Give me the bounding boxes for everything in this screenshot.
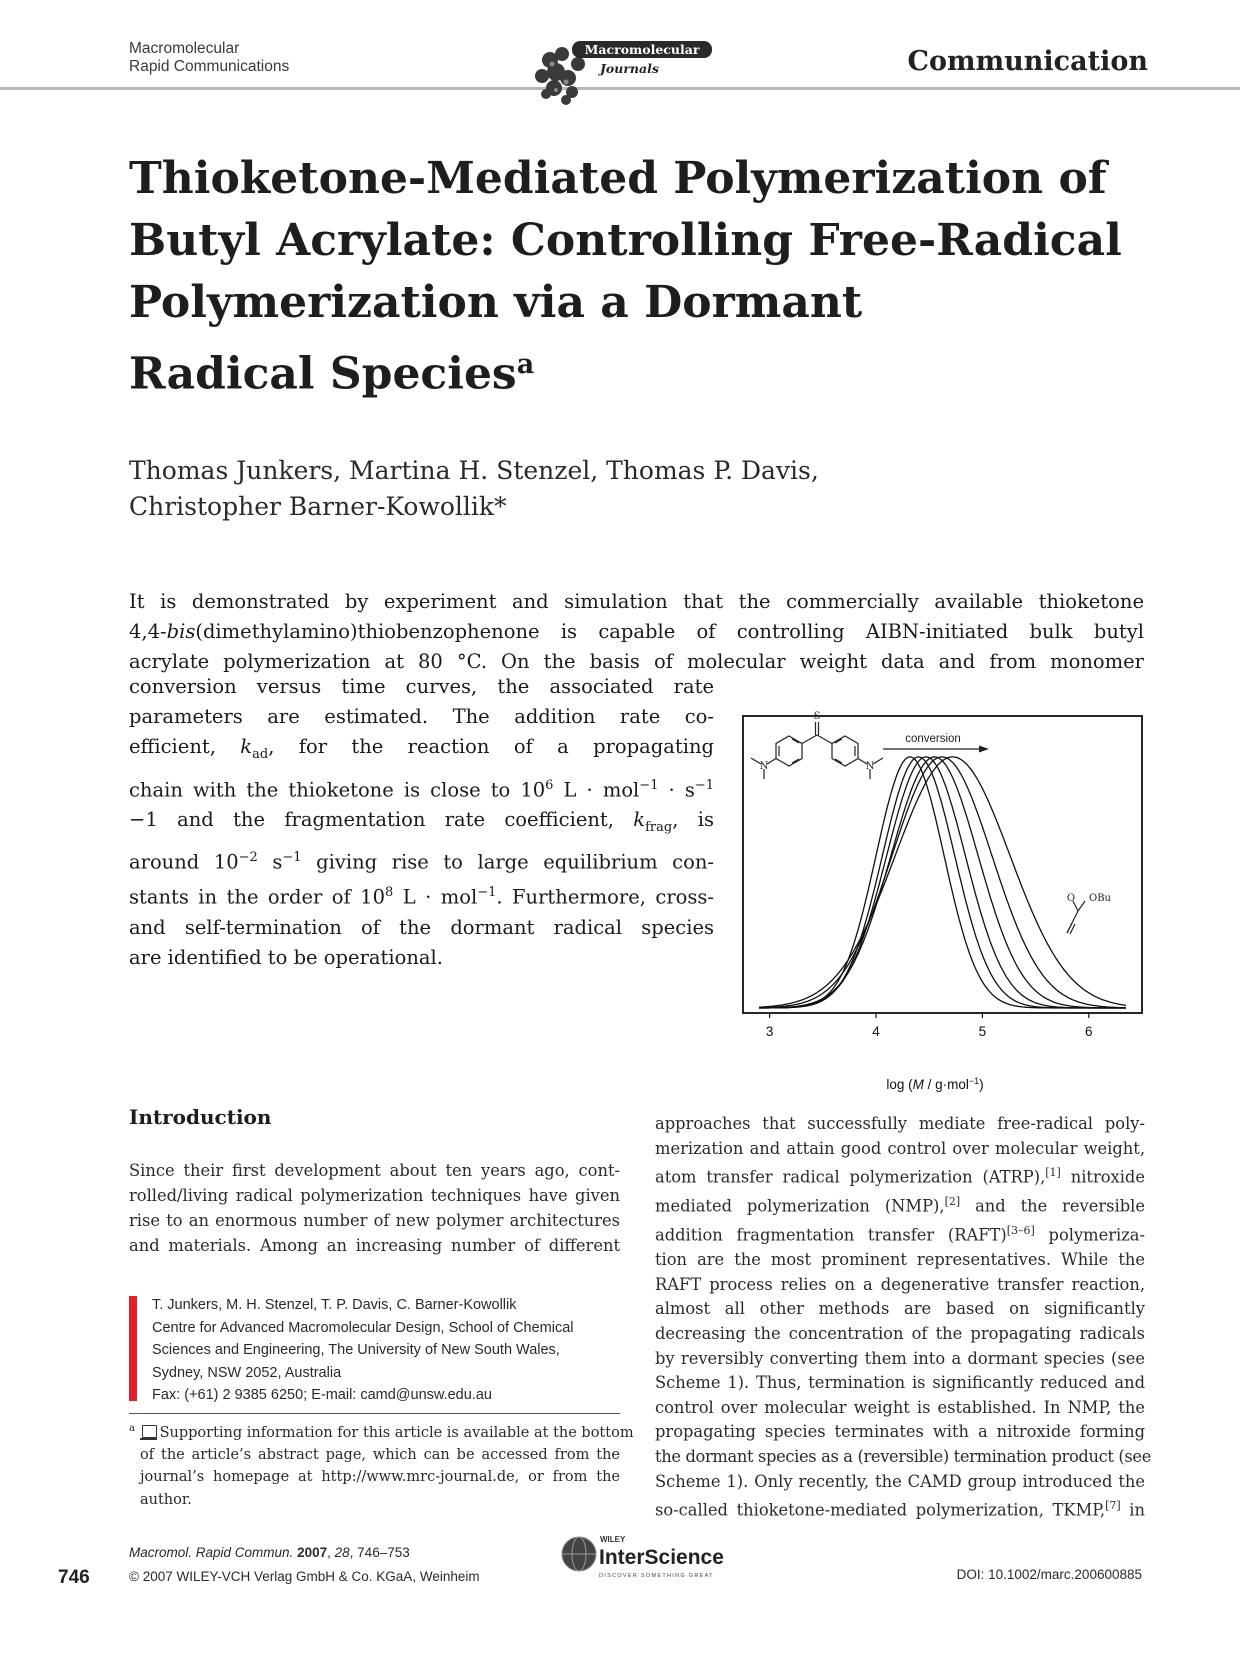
- logo-main-text: InterScience: [599, 1546, 724, 1569]
- intro-right-column: [655, 1112, 1152, 1523]
- body-line: rolled/living radical polymerization techniques have given: [129, 1186, 620, 1205]
- computer-icon: [142, 1425, 157, 1438]
- title-line: Thioketone-Mediated Polymerization of: [129, 153, 1107, 204]
- citation-footer: [129, 1541, 480, 1589]
- affiliation-line: Sciences and Engineering, The University of New South Wales,: [152, 1342, 560, 1358]
- distribution-curve-5: [759, 757, 1126, 1008]
- wiley-interscience-logo: [555, 1530, 745, 1585]
- supporting-info-footnote: [129, 1418, 634, 1511]
- section-label: Communication: [907, 46, 1148, 77]
- journal-name: [129, 40, 289, 76]
- abstract-line: and self-termination of the dormant radical species: [129, 915, 714, 939]
- citation[interactable]: [3–6]: [1006, 1224, 1035, 1238]
- journal-name-line1: Macromolecular: [129, 40, 240, 57]
- body-line: tion are the most prominent representatives. While the: [655, 1250, 1145, 1270]
- footnote-line: journal’s homepage at http://www.mrc-journal.de, or from the: [140, 1469, 620, 1486]
- body-line: propagating species terminates with a nitroxide forming: [655, 1422, 1145, 1442]
- author-line: Christopher Barner-Kowollik*: [129, 492, 507, 521]
- nitrogen-label: N: [865, 761, 875, 772]
- body-line: Scheme 1). Only recently, the CAMD group introduced the: [655, 1471, 1145, 1491]
- affiliation-contact[interactable]: Fax: (+61) 2 9385 6250; E-mail: camd@unsw.edu.au: [152, 1387, 492, 1403]
- macromolecular-journals-logo: [528, 34, 718, 106]
- body-line: decreasing the concentration of the propagating radicals: [655, 1324, 1145, 1344]
- doi-line[interactable]: DOI: 10.1002/marc.200600885: [956, 1567, 1142, 1582]
- series-layer: [759, 757, 1126, 1008]
- body-line: Since their first development about ten years ago, cont-: [129, 1161, 620, 1180]
- oxygen-label: O: [1066, 893, 1076, 904]
- x-tick-label: 3: [765, 1024, 774, 1039]
- conversion-label: conversion: [905, 733, 961, 745]
- body-line: RAFT process relies on a degenerative transfer reaction,: [655, 1274, 1145, 1294]
- author-list: [129, 453, 819, 525]
- abstract-line: acrylate polymerization at 80 °C. On the basis of molecular weight data and from monomer: [129, 650, 1144, 673]
- title-line: Polymerization via a Dormant: [129, 277, 863, 328]
- abstract-line: around $10^{-2}$ $s^{-1}$ giving rise to large equilibrium con-: [129, 850, 714, 874]
- abstract-line: are identified to be operational.: [129, 945, 443, 969]
- sulfur-label: S: [813, 711, 821, 722]
- journal-name-line2: Rapid Communications: [129, 58, 290, 75]
- butyl-acrylate-structure: [1067, 901, 1085, 934]
- x-tick-label: 4: [872, 1024, 880, 1039]
- copyright-line: © 2007 WILEY-VCH Verlag GmbH & Co. KGaA, Weinheim: [129, 1569, 480, 1584]
- body-line: control over molecular weight is established. In NMP, the: [655, 1397, 1145, 1417]
- body-line: atom transfer radical polymerization (ATRP),[1] nitroxide: [655, 1166, 1145, 1187]
- body-line: almost all other methods are based on significantly: [655, 1299, 1145, 1319]
- body-line: merization and attain good control over molecular weight,: [655, 1138, 1145, 1158]
- distribution-curve-1: [759, 757, 1126, 1008]
- obu-label: OBu: [1089, 893, 1111, 904]
- body-line: and materials. Among an increasing number of different: [129, 1236, 620, 1255]
- footnote-line: $^a$ Supporting information for this article is available at the bottom: [129, 1423, 634, 1441]
- footnote-line: of the article’s abstract page, which can be accessed from the: [140, 1447, 620, 1464]
- author-line: Thomas Junkers, Martina H. Stenzel, Thomas P. Davis,: [129, 456, 819, 485]
- body-line: by reversibly converting them into a dormant species (see: [655, 1348, 1145, 1368]
- affiliation-accent-bar: [129, 1296, 137, 1401]
- x-axis-label: log (M / g·mol$^{-1}$): [886, 1076, 984, 1092]
- x-tick-label: 5: [978, 1024, 987, 1039]
- body-line: addition fragmentation transfer (RAFT)[3–6] polymeriza-: [655, 1224, 1145, 1245]
- body-line: approaches that successfully mediate free-radical poly-: [655, 1114, 1145, 1133]
- mwd-chart: [735, 705, 1145, 1095]
- title-footnote-mark: a: [516, 349, 535, 380]
- abstract-line: −1 and the fragmentation rate coefficient, $k_{frag}$, is: [129, 808, 715, 836]
- body-line: the dormant species as a (reversible) termination product (see: [655, 1446, 1152, 1466]
- affiliation-line: Centre for Advanced Macromolecular Design, School of Chemical: [152, 1319, 574, 1336]
- abstract-line: parameters are estimated. The addition rate co-: [129, 705, 714, 729]
- distribution-curve-4: [759, 757, 1126, 1008]
- logo-small-text: WILEY: [600, 1535, 626, 1544]
- section-heading: Introduction: [129, 1105, 272, 1129]
- title-line: [129, 334, 1129, 406]
- x-axis: [766, 1013, 1093, 1039]
- distribution-curve-6: [759, 757, 1126, 1007]
- citation[interactable]: [1]: [1045, 1166, 1061, 1180]
- logo-tagline: DISCOVER SOMETHING GREAT: [599, 1573, 714, 1579]
- affiliation-line: Sydney, NSW 2052, Australia: [152, 1364, 342, 1381]
- article-title: [129, 148, 1129, 406]
- logo-text-line1: Macromolecular: [584, 42, 700, 57]
- citation[interactable]: [7]: [1105, 1499, 1121, 1513]
- abstract-line: 4,4-bis(dimethylamino)thiobenzophenone is capable of controlling AIBN-initiated bulk butyl: [129, 620, 1144, 643]
- footnote-rule: [129, 1413, 620, 1414]
- affiliation-block: [152, 1294, 620, 1407]
- body-line: mediated polymerization (NMP),[2] and the reversible: [655, 1195, 1145, 1216]
- logo-text-line2: Journals: [600, 61, 659, 76]
- abstract-line: It is demonstrated by experiment and simulation that the commercially available thioketone: [129, 590, 1144, 613]
- conversion-arrowhead: [979, 746, 989, 753]
- intro-left-column: [129, 1158, 620, 1258]
- affiliation-line: T. Junkers, M. H. Stenzel, T. P. Davis, C. Barner-Kowollik: [152, 1297, 517, 1313]
- x-tick-label: 6: [1085, 1024, 1093, 1039]
- thioketone-structure: [751, 722, 883, 779]
- body-line: Scheme 1). Thus, termination is significantly reduced and: [655, 1373, 1145, 1393]
- nitrogen-label: N: [759, 761, 769, 772]
- body-line: rise to an enormous number of new polymer architectures: [129, 1211, 620, 1230]
- abstract-line: stants in the order of $10^8$ L · mol$^{-1}$. Furthermore, cross-: [129, 885, 714, 909]
- page-number: 746: [58, 1567, 90, 1588]
- journal-citation: Macromol. Rapid Commun. 2007, 28, 746–753: [129, 1545, 410, 1560]
- abstract-line: chain with the thioketone is close to $10^6$ $L \cdot mol^{-1} \cdot s^{-1}$: [129, 777, 714, 801]
- title-line-text: Radical Species: [129, 348, 517, 400]
- body-line: so-called thioketone-mediated polymerization, TKMP,[7] in: [655, 1499, 1145, 1520]
- abstract-line: conversion versus time curves, the associated rate: [129, 675, 714, 698]
- title-line: Butyl Acrylate: Controlling Free-Radical: [129, 215, 1122, 266]
- footnote-line: author.: [140, 1491, 192, 1508]
- distribution-curve-3: [759, 757, 1126, 1008]
- abstract-wrapped-text: [129, 672, 714, 973]
- distribution-curve-2: [759, 757, 1126, 1008]
- abstract-line: efficient, $k_{ad}$, for the reaction of a propagating: [129, 735, 714, 763]
- citation[interactable]: [2]: [944, 1195, 961, 1209]
- footnote-mark: a: [129, 1423, 135, 1434]
